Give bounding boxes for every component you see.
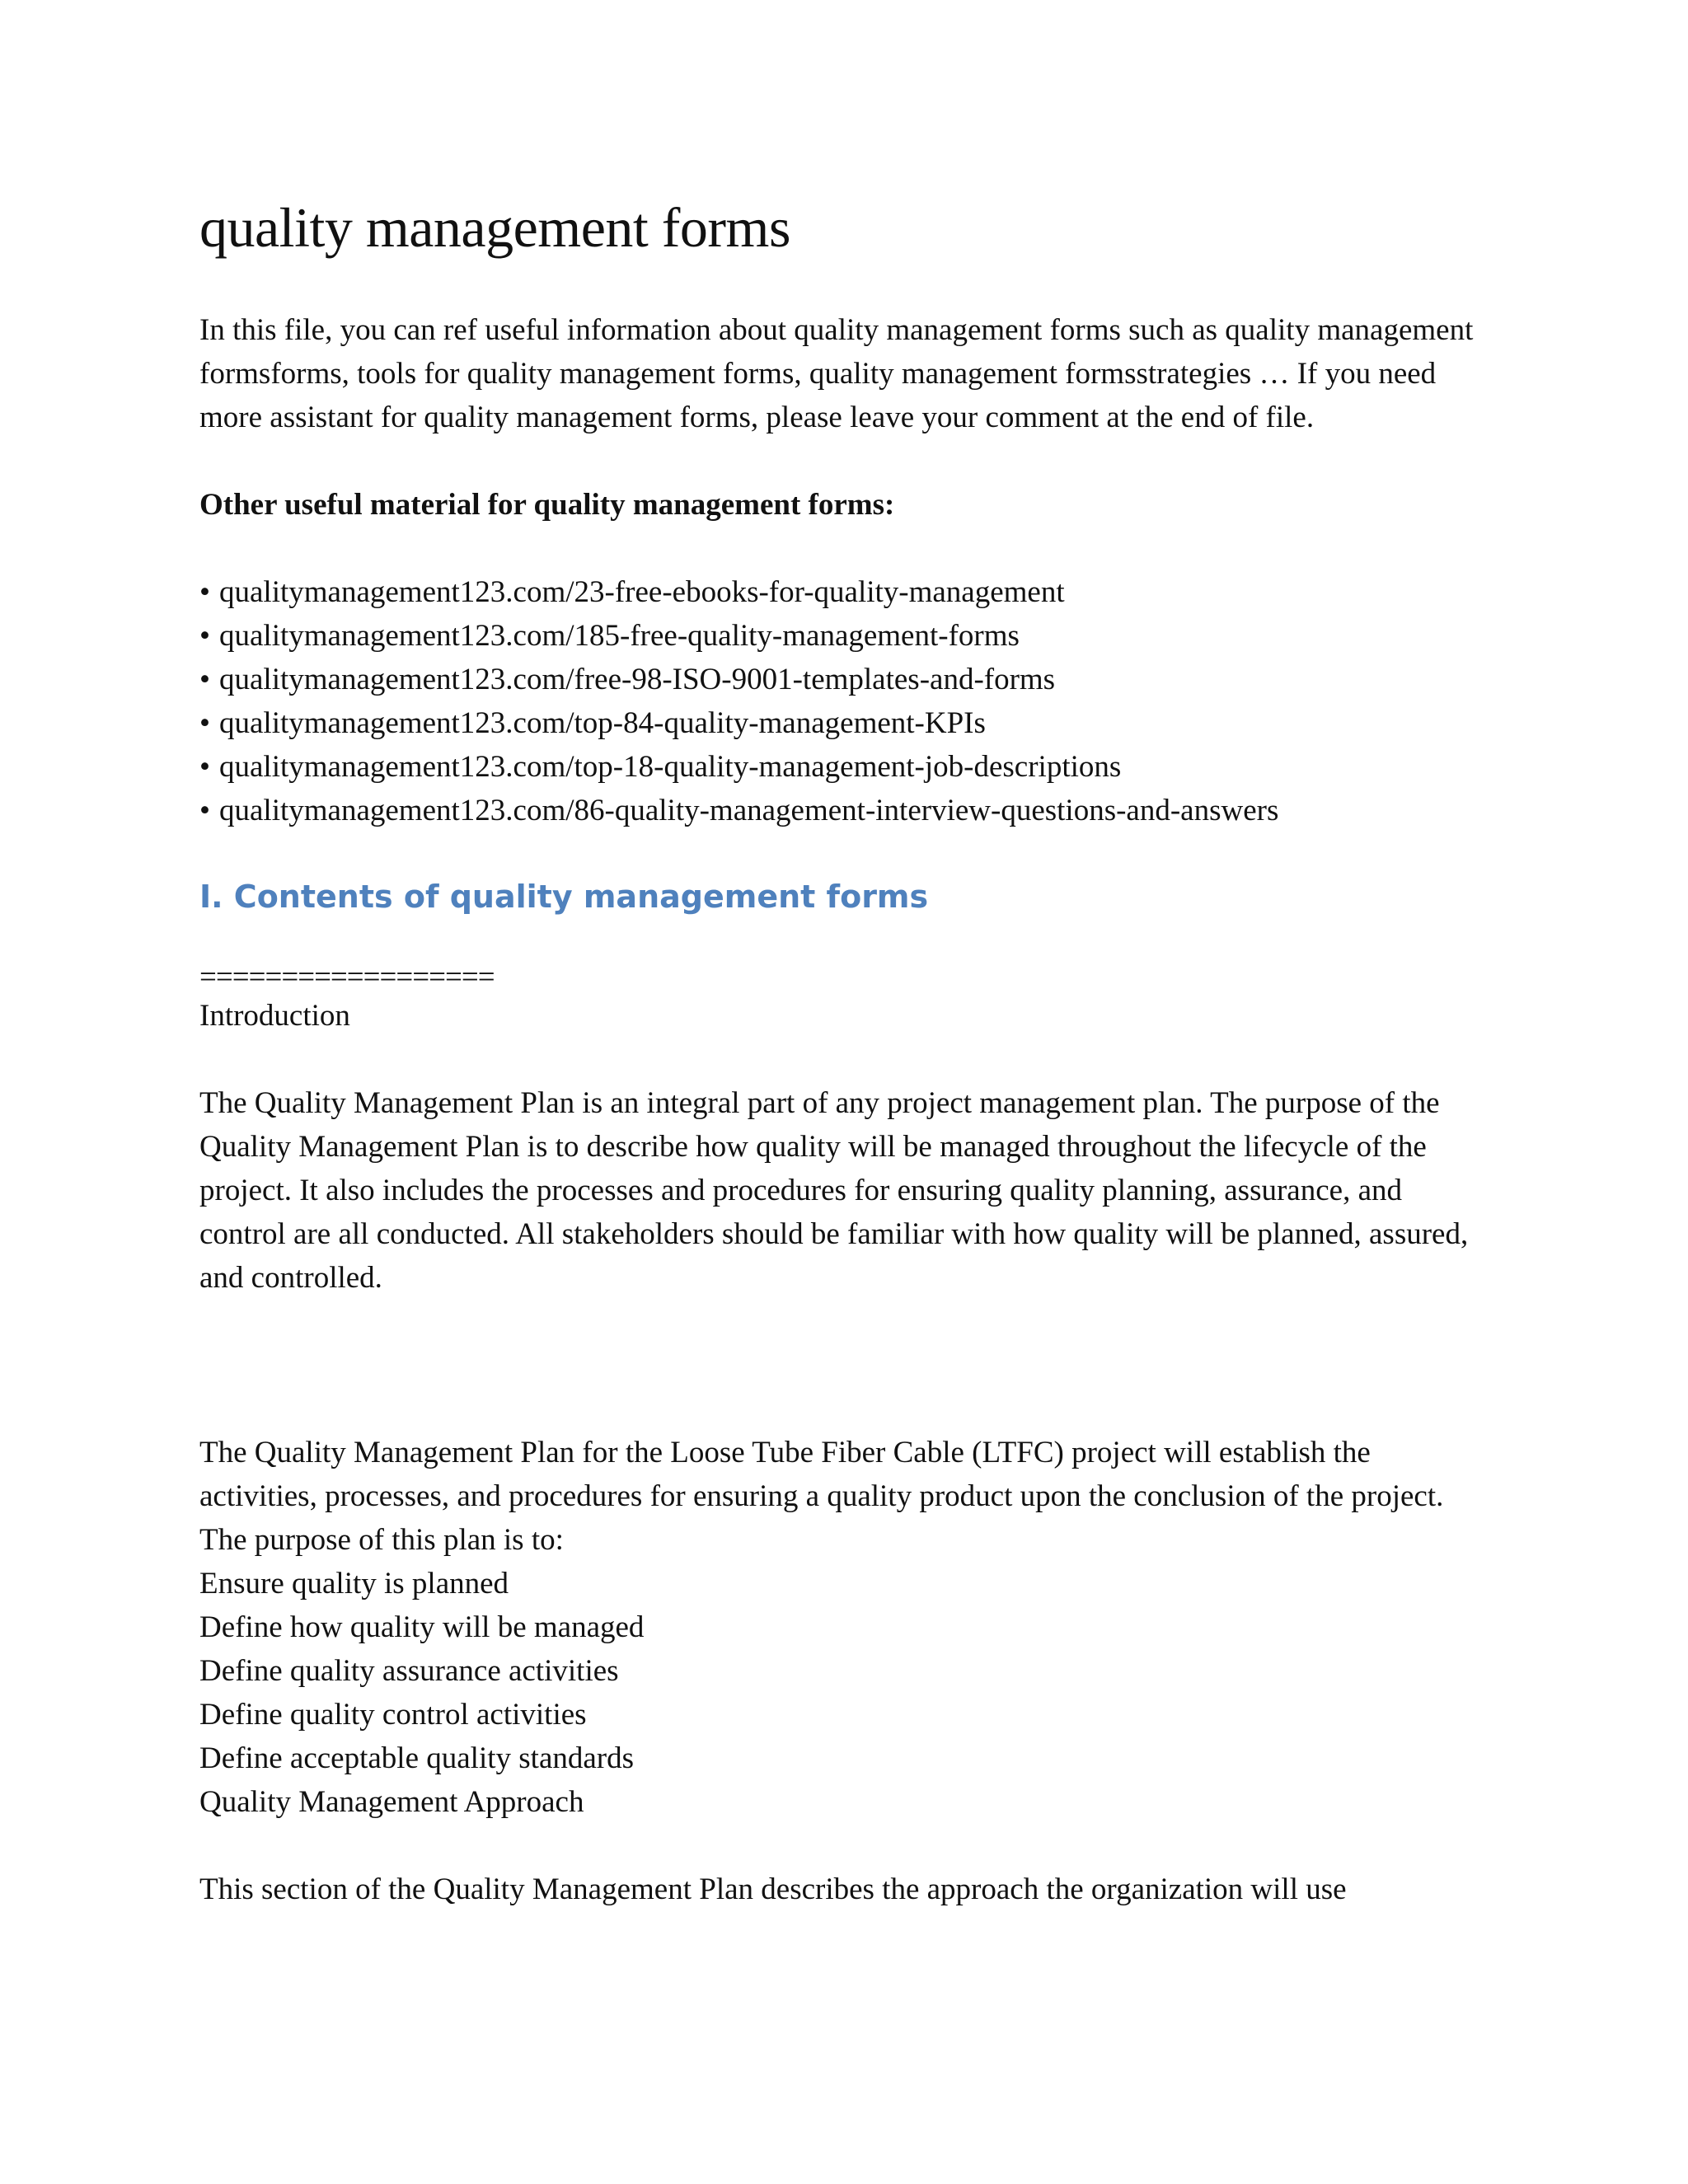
resource-link-item[interactable] [199, 658, 1485, 701]
purpose-item: Quality Management Approach [199, 1785, 584, 1819]
body-paragraph-3: This section of the Quality Management Plan describes the approach the organization will use [199, 1872, 1347, 1906]
purpose-item: Ensure quality is planned [199, 1567, 509, 1601]
purpose-item: Define acceptable quality standards [199, 1741, 635, 1775]
purpose-item: Define quality control activities [199, 1698, 587, 1732]
section-heading: I. Contents of quality management forms [199, 879, 929, 915]
resource-link-item[interactable] [199, 745, 1485, 789]
resource-link-text[interactable]: qualitymanagement123.com/185-free-quality-management-forms [219, 619, 1020, 653]
resource-link-text[interactable]: qualitymanagement123.com/23-free-ebooks-for-quality-management [219, 575, 1065, 609]
purpose-item: Define quality assurance activities [199, 1654, 619, 1688]
bullet-icon: • [199, 750, 210, 784]
introduction-label: Introduction [199, 999, 350, 1033]
purpose-item: Define how quality will be managed [199, 1610, 645, 1644]
separator-line: ================== [199, 960, 495, 994]
document-title: quality management forms [199, 196, 790, 259]
resource-link-item[interactable] [199, 570, 1485, 614]
bullet-icon: • [199, 575, 210, 609]
resource-link-text[interactable]: qualitymanagement123.com/top-18-quality-management-job-descriptions [219, 750, 1122, 784]
resource-link-text[interactable]: qualitymanagement123.com/top-84-quality-management-KPIs [219, 706, 986, 740]
resource-link-list [199, 570, 1485, 832]
other-material-heading: Other useful material for quality management forms: [199, 488, 895, 522]
bullet-icon: • [199, 794, 210, 827]
resource-link-item[interactable] [199, 701, 1485, 745]
body-paragraph-2: The Quality Management Plan for the Loose Tube Fiber Cable (LTFC) project will establish the activities, processes, and procedures for ensuring a quality product upon the conclusion of the project. The purpose of this plan is to: [199, 1436, 1444, 1557]
body-paragraph-1: The Quality Management Plan is an integral part of any project management plan. The purpose of the Quality Management Plan is to describe how quality will be managed throughout the lifecycle of the project. It also includes the processes and procedures for ensuring quality planning, assurance, and control are all conducted. All stakeholders should be familiar with how quality will be planned, assured, and controlled. [199, 1086, 1469, 1295]
resource-link-text[interactable]: qualitymanagement123.com/86-quality-management-interview-questions-and-answers [219, 794, 1279, 827]
bullet-icon: • [199, 663, 210, 696]
purpose-list [199, 1562, 1485, 1824]
resource-link-text[interactable]: qualitymanagement123.com/free-98-ISO-9001-templates-and-forms [219, 663, 1056, 696]
bullet-icon: • [199, 706, 210, 740]
bullet-icon: • [199, 619, 210, 653]
resource-link-item[interactable] [199, 789, 1485, 832]
document-content [199, 191, 1485, 1911]
resource-link-item[interactable] [199, 614, 1485, 658]
intro-paragraph: In this file, you can ref useful information about quality management forms such as quality management formsforms, tools for quality management forms, quality management formsstrategies … If you need more assistant for quality management forms, please leave your comment at the end of file. [199, 313, 1474, 434]
